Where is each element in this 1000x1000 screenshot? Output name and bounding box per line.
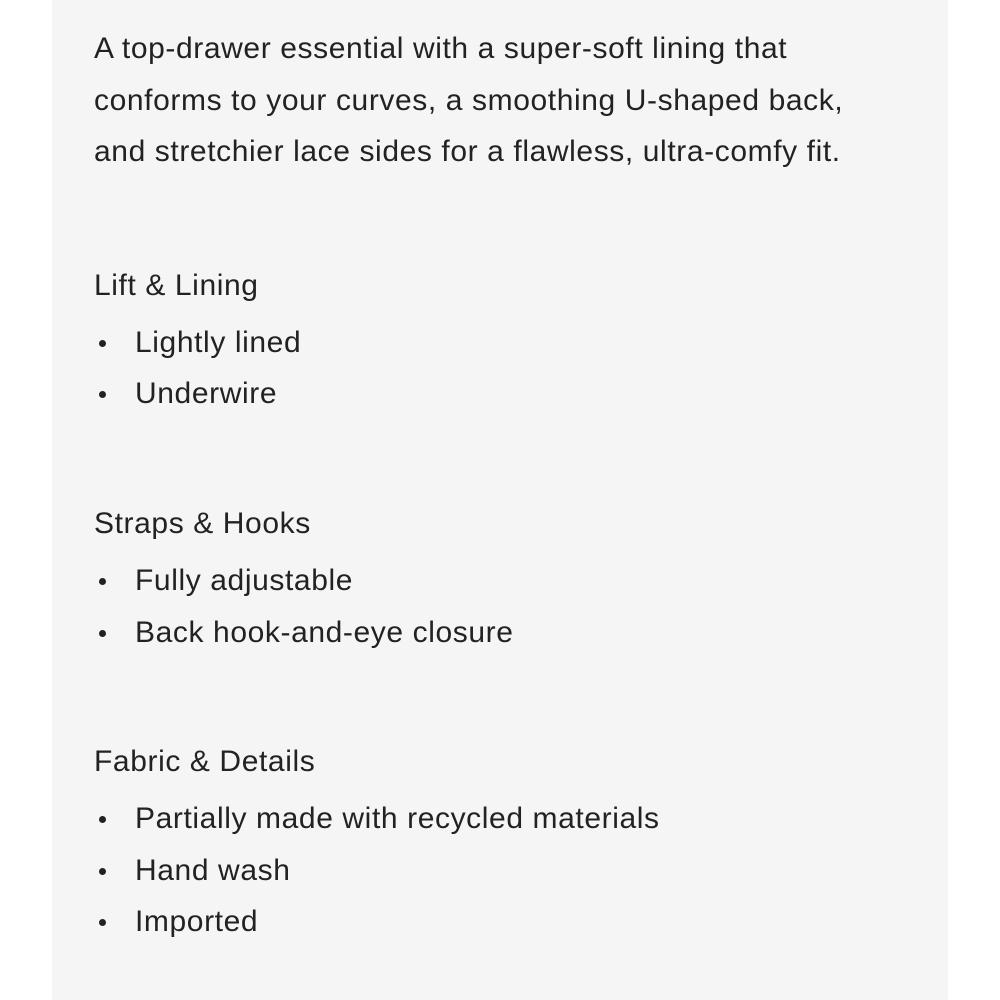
section-fabric-details (94, 742, 894, 948)
list-item-text: Back hook-and-eye closure (135, 615, 514, 649)
list-item-text: Lightly lined (135, 325, 302, 359)
bullet-icon (99, 630, 106, 637)
feature-list (94, 555, 894, 658)
bullet-icon (99, 391, 106, 398)
section-title: Straps & Hooks (94, 506, 311, 540)
section-lift-lining (94, 266, 894, 420)
section-title: Lift & Lining (94, 268, 259, 302)
bullet-icon (99, 919, 106, 926)
list-item (94, 317, 894, 369)
list-item (94, 368, 894, 420)
bullet-icon (99, 340, 106, 347)
list-item-text: Partially made with recycled materials (135, 802, 660, 836)
list-item (94, 793, 894, 845)
bullet-icon (99, 578, 106, 585)
section-title: Fabric & Details (94, 745, 316, 779)
product-description: A top-drawer essential with a super-soft lining that conforms to your curves, a smoothing U-shaped back, and stretchier lace sides for a flawless, ultra-comfy fit. (94, 32, 844, 169)
list-item-text: Hand wash (135, 853, 291, 887)
bullet-icon (99, 816, 106, 823)
feature-list (94, 317, 894, 420)
list-item-text: Fully adjustable (135, 563, 354, 597)
list-item (94, 607, 894, 659)
section-straps-hooks (94, 504, 894, 658)
list-item (94, 845, 894, 897)
product-details-content (94, 23, 894, 948)
list-item (94, 896, 894, 948)
bullet-icon (99, 868, 106, 875)
list-item (94, 555, 894, 607)
product-details-panel (52, 0, 948, 1000)
list-item-text: Imported (135, 905, 259, 939)
feature-list (94, 793, 894, 948)
list-item-text: Underwire (135, 377, 278, 411)
